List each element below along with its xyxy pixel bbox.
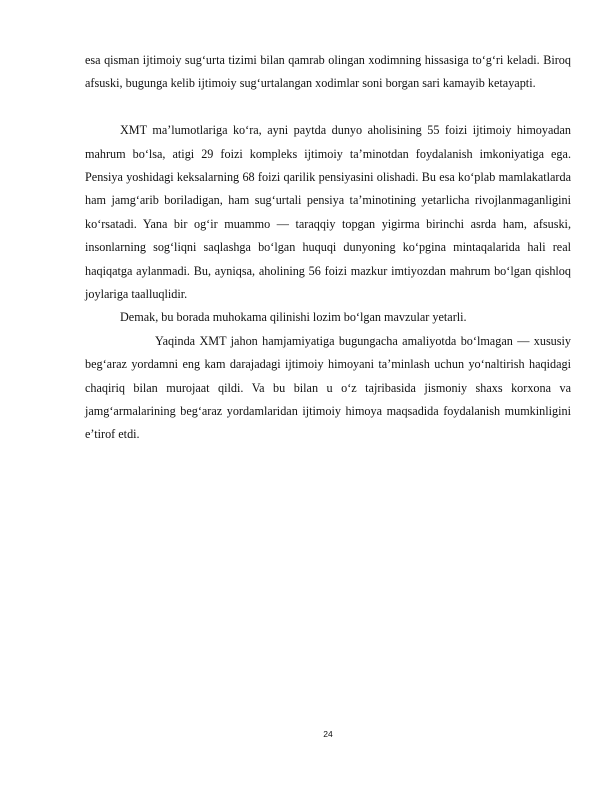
paragraph-conclusion: Demak, bu borada muhokama qilinishi lozim bo‘lgan mavzular yetarli. bbox=[120, 310, 467, 325]
page-number: 24 bbox=[323, 729, 333, 739]
paragraph-spacer bbox=[85, 96, 571, 119]
paragraph-continuation: esa qisman ijtimoiy sug‘urta tizimi bilan qamrab olingan xodimning hissasiga to‘g‘ri keladi. Biroq afsuski, bugunga kelib ijtimoiy sug‘urtalangan xodimlar soni borgan sari kamayib ketayapti. bbox=[85, 53, 571, 91]
paragraph-xmt-statistics: XMT ma’lumotlariga ko‘ra, ayni paytda dunyo aholisining 55 foizi ijtimoiy himoyadan mahrum bo‘lsa, atigi 29 foizi kompleks ijtimoiy ta’minotdan foydalanish imkoniyatiga ega. Pensiya yoshidagi keksalarning 68 foizi qarilik pensiyasini olishadi. Bu esa ko‘plab mamlakatlarda ham jamg‘arib boriladigan, ham sug‘urtali pensiya ta’minotining yetarlicha rivojlanmaganligini ko‘rsatadi. Yana bir og‘ir muammo — taraqqiy topgan yigirma birinchi asrda ham, afsuski, insonlarning sog‘liqni saqlashga bo‘lgan huquqi dunyoning ko‘pgina mintaqalarida hali real haqiqatga aylanmadi. Bu, ayniqsa, aholining 56 foizi mazkur imtiyozdan mahrum bo‘lgan qishloq joylariga taalluqlidir. bbox=[85, 123, 571, 302]
body-text bbox=[85, 49, 571, 447]
paragraph-xmt-appeal: Yaqinda XMT jahon hamjamiyatiga bugungacha amaliyotda bo‘lmagan — xususiy beg‘araz yordamni eng kam darajadagi ijtimoiy himoyani ta’minlash uchun yo‘naltirish haqidagi chaqiriq bilan murojaat qildi. Va bu bilan u o‘z tajribasida jismoniy shaxs korxona va jamg‘armalarining beg‘araz yordamlaridan ijtimoiy himoya maqsadida foydalanish mumkinligini e’tirof etdi. bbox=[85, 333, 571, 442]
